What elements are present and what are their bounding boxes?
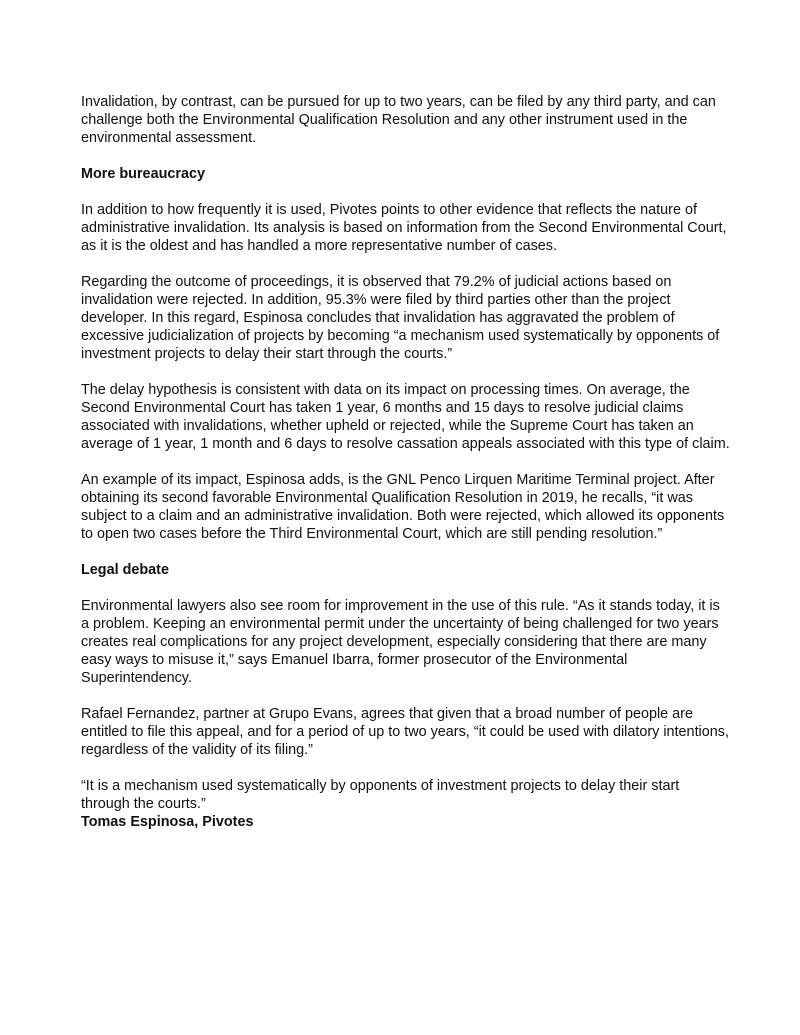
pull-quote-text: “It is a mechanism used systematically by opponents of investment projects to delay their start through the courts.” (81, 778, 680, 812)
paragraph-invalidation: Invalidation, by contrast, can be pursued for up to two years, can be filed by any third party, and can challenge both the Environmental Qualification Resolution and any other instrument used in the environmental assessment. (81, 94, 716, 146)
paragraph-delay-hypothesis: The delay hypothesis is consistent with data on its impact on processing times. On average, the Second Environmental Court has taken 1 year, 6 months and 15 days to resolve judicial claims associated with invalidations, whether upheld or rejected, while the Supreme Court has taken an average of 1 year, 1 month and 6 days to resolve cassation appeals associated with this type of claim. (81, 382, 730, 452)
paragraph-rafael-fernandez: Rafael Fernandez, partner at Grupo Evans, agrees that given that a broad number of people are entitled to file this appeal, and for a period of up to two years, “it could be used with dilatory intentions, regardless of the validity of its filing.” (81, 706, 729, 758)
pull-quote-author: Tomas Espinosa, Pivotes (81, 814, 254, 830)
section-heading-legal-debate: Legal debate (81, 562, 169, 578)
paragraph-pivotes-evidence: In addition to how frequently it is used, Pivotes points to other evidence that reflects the nature of administrative invalidation. Its analysis is based on information from the Second Environmental Court, as it is the oldest and has handled a more representative number of cases. (81, 202, 727, 254)
paragraph-outcome-proceedings: Regarding the outcome of proceedings, it is observed that 79.2% of judicial actions based on invalidation were rejected. In addition, 95.3% were filed by third parties other than the project developer. In this regard, Espinosa concludes that invalidation has aggravated the problem of excessive judicialization of projects by becoming “a mechanism used systematically by opponents of investment projects to delay their start through the courts.” (81, 274, 720, 362)
section-heading-more-bureaucracy: More bureaucracy (81, 166, 205, 182)
paragraph-gnl-penco-example: An example of its impact, Espinosa adds, is the GNL Penco Lirquen Maritime Terminal project. After obtaining its second favorable Environmental Qualification Resolution in 2019, he recalls, “it was subject to a claim and an administrative invalidation. Both were rejected, which allowed its opponents to open two cases before the Third Environmental Court, which are still pending resolution.” (81, 472, 725, 542)
paragraph-environmental-lawyers: Environmental lawyers also see room for improvement in the use of this rule. “As it stands today, it is a problem. Keeping an environmental permit under the uncertainty of being challenged for two years creates real complications for any project development, especially considering that there are many easy ways to misuse it,” says Emanuel Ibarra, former prosecutor of the Environmental Superintendency. (81, 598, 720, 686)
pull-quote (81, 777, 731, 831)
document-body (81, 93, 731, 831)
